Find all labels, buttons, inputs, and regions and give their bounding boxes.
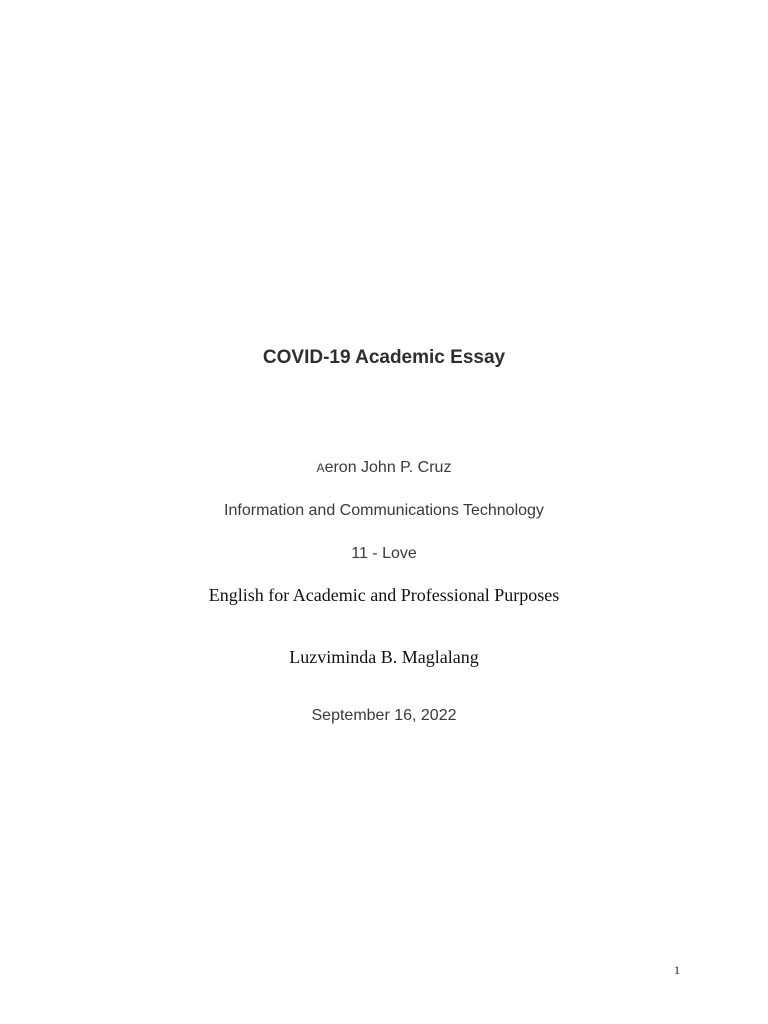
subject-name: English for Academic and Professional Purposes [208, 585, 560, 605]
essay-title: COVID-19 Academic Essay [262, 347, 506, 368]
submission-date: September 16, 2022 [311, 707, 457, 724]
section-name: 11 - Love [351, 545, 417, 562]
teacher-name: Luzviminda B. Maglalang [289, 647, 479, 667]
page-number: 1 [674, 963, 680, 977]
author-name [0, 459, 768, 477]
author-initial: A [316, 461, 325, 475]
strand-name: Information and Communications Technology [224, 502, 544, 519]
author-name-rest: eron John P. Cruz [324, 459, 452, 476]
